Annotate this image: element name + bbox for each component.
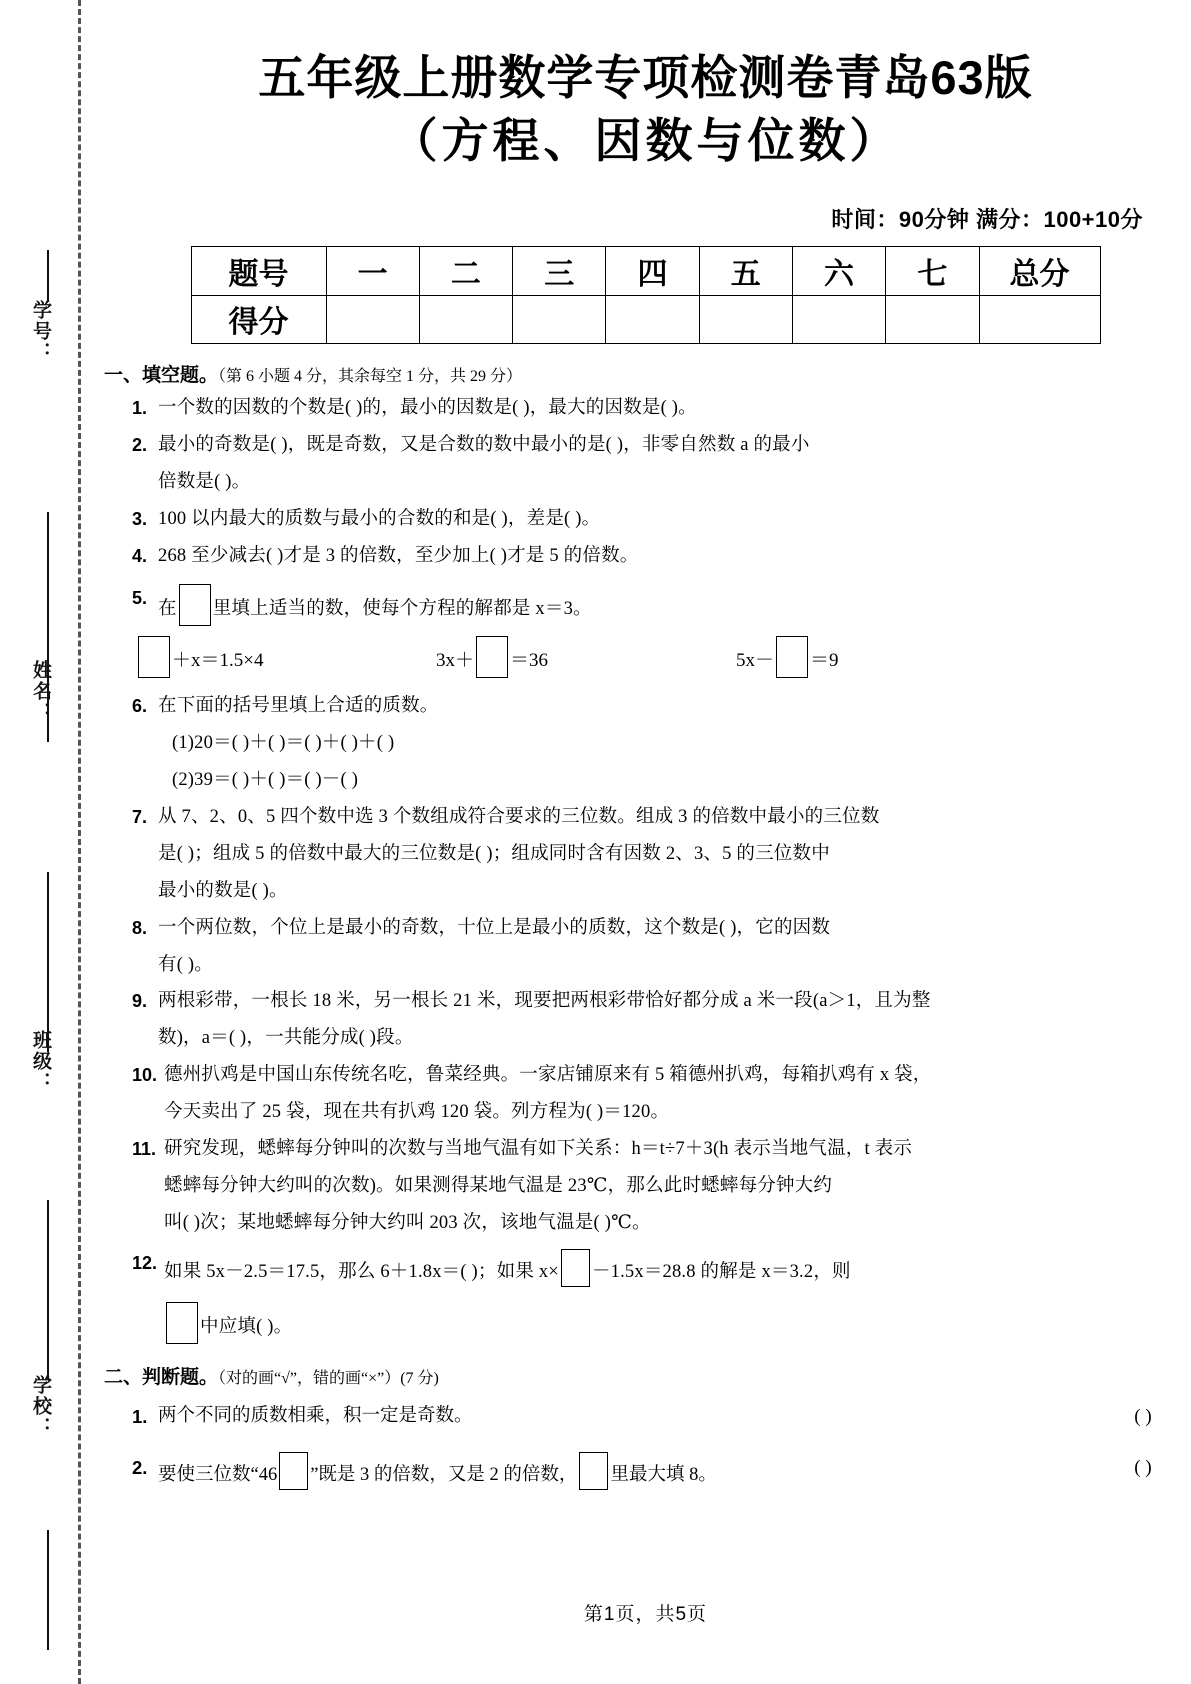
tf-question-1-number: 1.: [132, 1406, 148, 1428]
question-11-text: [164, 1135, 1191, 1239]
question-4-number: 4.: [132, 545, 148, 566]
question-11: [100, 1135, 1191, 1239]
question-5-answer-box[interactable]: [179, 584, 211, 626]
score-table-header-row: [191, 246, 1100, 295]
tf-question-2-text-c: 里最大填 8。: [610, 1464, 717, 1485]
equation-3-box[interactable]: [776, 636, 808, 678]
score-table-col-1: 一: [326, 246, 419, 295]
tf-question-1: [100, 1401, 1191, 1433]
score-cell-3[interactable]: [513, 295, 606, 343]
score-cell-2[interactable]: [419, 295, 512, 343]
section-heading-1: [100, 360, 1191, 387]
question-5-prefix: 在: [158, 598, 177, 619]
section-1-title: 一、填空题。: [104, 364, 219, 386]
question-6-sub1: (1)20＝( )＋( )＝( )＋( )＋( ): [172, 732, 395, 753]
question-7-line1: 从 7、2、0、5 四个数中选 3 个数组成符合要求的三位数。组成 3 的倍数中最小的三位数: [158, 806, 880, 827]
question-3: [100, 505, 1191, 535]
question-1-number: 1.: [132, 397, 148, 418]
exam-page: [100, 0, 1191, 1684]
question-6: [100, 692, 1191, 796]
tf-question-1-text: 两个不同的质数相乘，积一定是奇数。: [158, 1406, 473, 1427]
question-7-text: [158, 803, 1191, 907]
question-7-number: 7.: [132, 806, 148, 827]
score-table-score-row: [191, 295, 1100, 343]
margin-rule-1: [47, 250, 49, 302]
question-9: [100, 987, 1191, 1054]
score-table-label-question: 题号: [191, 246, 326, 295]
score-cell-4[interactable]: [606, 295, 699, 343]
question-5-text: [158, 584, 1191, 626]
question-12-line1-a: 如果 5x－2.5＝17.5，那么 6＋1.8x＝( )；如果 x×: [164, 1262, 559, 1283]
tf-question-2: [100, 1452, 1191, 1491]
score-cell-6[interactable]: [792, 295, 885, 343]
question-12-box-inline[interactable]: [561, 1249, 590, 1287]
question-1: [100, 394, 1191, 424]
section-1-points: （第 6 小题 4 分，其余每空 1 分，共 29 分）: [218, 367, 523, 385]
question-5-equation-2: [436, 636, 736, 678]
section-2-title: 二、判断题。: [104, 1367, 219, 1389]
margin-label-name: 姓名：: [30, 660, 51, 723]
question-9-line2: 数)，a＝( )，一共能分成( )段。: [158, 1028, 414, 1049]
margin-rule-4: [47, 1200, 49, 1380]
page-title: [100, 0, 1191, 173]
question-12-line2-text: 中应填( )。: [200, 1317, 293, 1338]
score-cell-1[interactable]: [326, 295, 419, 343]
question-10-line1: 德州扒鸡是中国山东传统名吃，鲁菜经典。一家店铺原来有 5 箱德州扒鸡，每箱扒鸡有 x 袋，: [164, 1065, 932, 1086]
question-10-line2: 今天卖出了 25 袋，现在共有扒鸡 120 袋。列方程为( )＝120。: [164, 1102, 670, 1123]
question-10-number: 10.: [132, 1065, 158, 1086]
tf-question-2-number: 2.: [132, 1456, 148, 1478]
margin-label-class: 班级：: [30, 1030, 51, 1093]
question-8-number: 8.: [132, 917, 148, 938]
page-footer: 第1页，共5页: [583, 1604, 708, 1625]
question-11-line3: 叫( )次；某地蟋蟀每分钟大约叫 203 次，该地气温是( )℃。: [164, 1213, 651, 1234]
score-table-col-2: 二: [419, 246, 512, 295]
score-table-col-5: 五: [699, 246, 792, 295]
binding-dashed-line: [78, 0, 81, 1684]
question-12: [100, 1249, 1191, 1344]
question-6-sub2: (2)39＝( )＋( )＝( )－( ): [172, 769, 359, 790]
margin-label-student-id: 学号：: [30, 300, 51, 363]
tf-question-2-text-b: ”既是 3 的倍数，又是 2 的倍数，: [310, 1464, 578, 1485]
question-10-text: [164, 1061, 1191, 1128]
question-10: [100, 1061, 1191, 1128]
margin-label-school: 学校：: [30, 1375, 51, 1438]
question-11-line1: 研究发现，蟋蟀每分钟叫的次数与当地气温有如下关系：h＝t÷7＋3(h 表示当地气温，t 表示: [164, 1139, 913, 1160]
equation-2-after: ＝36: [510, 649, 549, 671]
question-5-suffix: 里填上适当的数，使每个方程的解都是 x＝3。: [212, 598, 592, 619]
question-2: [100, 431, 1191, 498]
exam-meta: 时间：90分钟 满分：100+10分: [831, 206, 1143, 232]
tf-question-2-answer[interactable]: ( ): [1134, 1456, 1152, 1478]
equation-2-before: 3x＋: [436, 649, 475, 671]
equation-2-box[interactable]: [476, 636, 508, 678]
score-cell-total[interactable]: [979, 295, 1100, 343]
question-12-number: 12.: [132, 1253, 158, 1274]
score-table-col-4: 四: [606, 246, 699, 295]
question-2-number: 2.: [132, 434, 148, 455]
question-8-text: [158, 914, 1191, 981]
question-12-line1-b: －1.5x＝28.8 的解是 x＝3.2，则: [591, 1262, 851, 1283]
question-5-equations: [100, 636, 1191, 678]
question-9-line1: 两根彩带，一根长 18 米，另一根长 21 米，现要把两根彩带恰好都分成 a 米一段(a＞1，且为整: [158, 991, 931, 1012]
score-table-label-score: 得分: [191, 295, 326, 343]
section-2-points: （对的画“√”，错的画“×”）(7 分): [218, 1370, 439, 1388]
question-9-text: [158, 987, 1191, 1054]
question-5-equation-1: [136, 636, 436, 678]
equation-3-after: ＝9: [810, 649, 839, 671]
tf-question-2-text-a: 要使三位数“46: [158, 1464, 278, 1485]
equation-1-after: ＋x＝1.5×4: [172, 649, 264, 671]
question-5-equation-3: [736, 636, 1036, 678]
question-2-line1: 最小的奇数是( )，既是奇数，又是合数的数中最小的是( )，非零自然数 a 的最小: [158, 434, 810, 455]
question-2-line2: 倍数是( )。: [158, 471, 251, 492]
question-12-text: [164, 1249, 1191, 1344]
score-table-col-3: 三: [513, 246, 606, 295]
question-6-number: 6.: [132, 695, 148, 716]
question-4-text: 268 至少减去( )才是 3 的倍数，至少加上( )才是 5 的倍数。: [158, 545, 639, 566]
question-8-line2: 有( )。: [158, 954, 213, 975]
question-9-number: 9.: [132, 991, 148, 1012]
question-7-line2: 是( )；组成 5 的倍数中最大的三位数是( )；组成同时含有因数 2、3、5 的三位数中: [158, 843, 830, 864]
question-2-text: [158, 431, 1191, 498]
margin-rule-3: [47, 872, 49, 1052]
score-table-col-6: 六: [792, 246, 885, 295]
question-6-line1: 在下面的括号里填上合适的质数。: [158, 695, 439, 716]
question-3-number: 3.: [132, 508, 148, 529]
binding-margin: [0, 0, 100, 1684]
question-8-line1: 一个两位数，个位上是最小的奇数，十位上是最小的质数，这个数是( )，它的因数: [158, 917, 831, 938]
question-1-text: 一个数的因数的个数是( )的，最小的因数是( )，最大的因数是( )。: [158, 397, 697, 418]
question-7: [100, 803, 1191, 907]
tf-question-1-answer[interactable]: ( ): [1134, 1406, 1152, 1428]
page-title-line2: （方程、因数与位数）: [390, 114, 901, 168]
question-6-text: [158, 692, 1191, 796]
question-8: [100, 914, 1191, 981]
tf-question-2-box-2[interactable]: [579, 1452, 608, 1490]
tf-question-2-box-1[interactable]: [279, 1452, 308, 1490]
question-12-line2: [164, 1302, 1191, 1344]
question-11-line2: 蟋蟀每分钟大约叫的次数)。如果测得某地气温是 23℃，那么此时蟋蟀每分钟大约: [164, 1176, 833, 1197]
question-12-box-final[interactable]: [166, 1302, 198, 1344]
question-11-number: 11.: [132, 1139, 157, 1160]
score-table-col-total: 总分: [979, 246, 1100, 295]
question-7-line3: 最小的数是( )。: [158, 880, 288, 901]
score-table: [191, 246, 1101, 344]
question-3-text: 100 以内最大的质数与最小的合数的和是( )，差是( )。: [158, 508, 601, 529]
tf-question-2-text: [158, 1452, 1095, 1491]
equation-1-box[interactable]: [138, 636, 170, 678]
margin-rule-5: [47, 1530, 49, 1650]
question-5: [100, 584, 1191, 626]
equation-3-before: 5x－: [736, 649, 775, 671]
page-title-line1: 五年级上册数学专项检测卷青岛63版: [258, 51, 1033, 104]
score-table-col-7: 七: [886, 246, 979, 295]
question-4: [100, 542, 1191, 572]
score-cell-7[interactable]: [886, 295, 979, 343]
score-cell-5[interactable]: [699, 295, 792, 343]
question-5-number: 5.: [132, 587, 148, 608]
section-heading-2: [100, 1362, 1191, 1389]
